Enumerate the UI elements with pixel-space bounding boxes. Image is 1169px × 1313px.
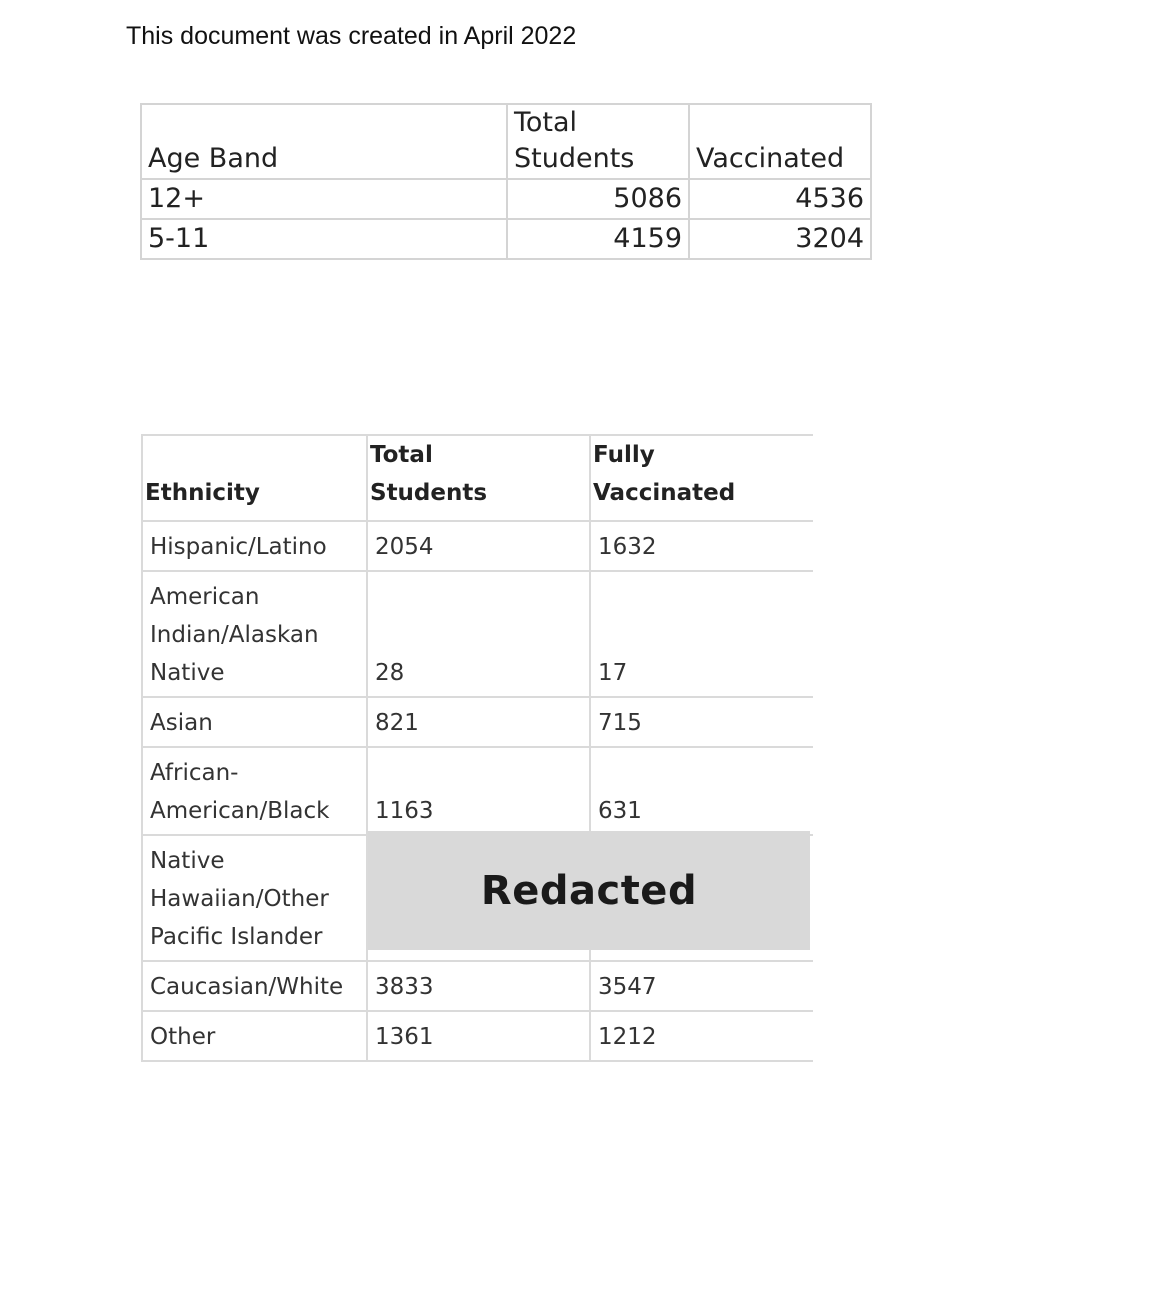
table-header-row	[141, 104, 871, 179]
header-vaccinated: Vaccinated	[689, 104, 871, 179]
table-row	[141, 179, 871, 219]
table-row	[142, 747, 813, 835]
age-band-cell: 5-11	[141, 219, 507, 259]
header-total-line1: Total	[514, 107, 578, 138]
ethnicity-line: Hawaiian/Other	[150, 886, 329, 912]
header-fully-vaccinated	[590, 435, 813, 521]
fully-vaccinated-cell: 1212	[590, 1011, 813, 1061]
header-age-band: Age Band	[141, 104, 507, 179]
fully-vaccinated-cell: 3547	[590, 961, 813, 1011]
ethnicity-cell: Hispanic/Latino	[142, 521, 367, 571]
ethnicity-cell	[142, 747, 367, 835]
vaccinated-cell: 3204	[689, 219, 871, 259]
total-students-cell: 3833	[367, 961, 590, 1011]
table-row	[141, 219, 871, 259]
total-students-cell: 1361	[367, 1011, 590, 1061]
header-total-students	[367, 435, 590, 521]
total-students-cell: 5086	[507, 179, 689, 219]
table-header-row	[142, 435, 813, 521]
fully-vaccinated-cell: 631	[590, 747, 813, 835]
header-ethnicity: Ethnicity	[142, 435, 367, 521]
ethnicity-cell: Asian	[142, 697, 367, 747]
table-row	[142, 961, 813, 1011]
total-students-cell: 821	[367, 697, 590, 747]
vaccinated-cell: 4536	[689, 179, 871, 219]
header-fully-line2: Vaccinated	[593, 480, 736, 506]
header-fully-line1: Fully	[593, 442, 655, 468]
table-row	[142, 571, 813, 697]
fully-vaccinated-cell: 17	[590, 571, 813, 697]
total-students-cell: 4159	[507, 219, 689, 259]
ethnicity-table	[141, 434, 813, 1062]
document-created-note: This document was created in April 2022	[126, 22, 577, 50]
header-total-line2: Students	[370, 480, 488, 506]
total-students-cell: 28	[367, 571, 590, 697]
fully-vaccinated-cell: 1632	[590, 521, 813, 571]
ethnicity-line: American	[150, 584, 260, 610]
header-total-students	[507, 104, 689, 179]
header-total-line1: Total	[370, 442, 433, 468]
ethnicity-line: American/Black	[150, 798, 330, 824]
age-band-cell: 12+	[141, 179, 507, 219]
table-row	[142, 521, 813, 571]
ethnicity-line: Native	[150, 848, 225, 874]
ethnicity-cell: Other	[142, 1011, 367, 1061]
total-students-cell: 1163	[367, 747, 590, 835]
fully-vaccinated-cell: 715	[590, 697, 813, 747]
ethnicity-line: Indian/Alaskan	[150, 622, 319, 648]
table-row	[142, 1011, 813, 1061]
total-students-cell: 2054	[367, 521, 590, 571]
ethnicity-line: African-	[150, 760, 239, 786]
ethnicity-line: Pacific Islander	[150, 924, 323, 950]
ethnicity-line: Native	[150, 660, 225, 686]
redaction-box: Redacted	[368, 831, 810, 950]
ethnicity-cell	[142, 571, 367, 697]
age-band-table	[140, 103, 872, 260]
header-total-line2: Students	[514, 143, 635, 174]
ethnicity-cell: Caucasian/White	[142, 961, 367, 1011]
ethnicity-cell	[142, 835, 367, 961]
table-row	[142, 697, 813, 747]
